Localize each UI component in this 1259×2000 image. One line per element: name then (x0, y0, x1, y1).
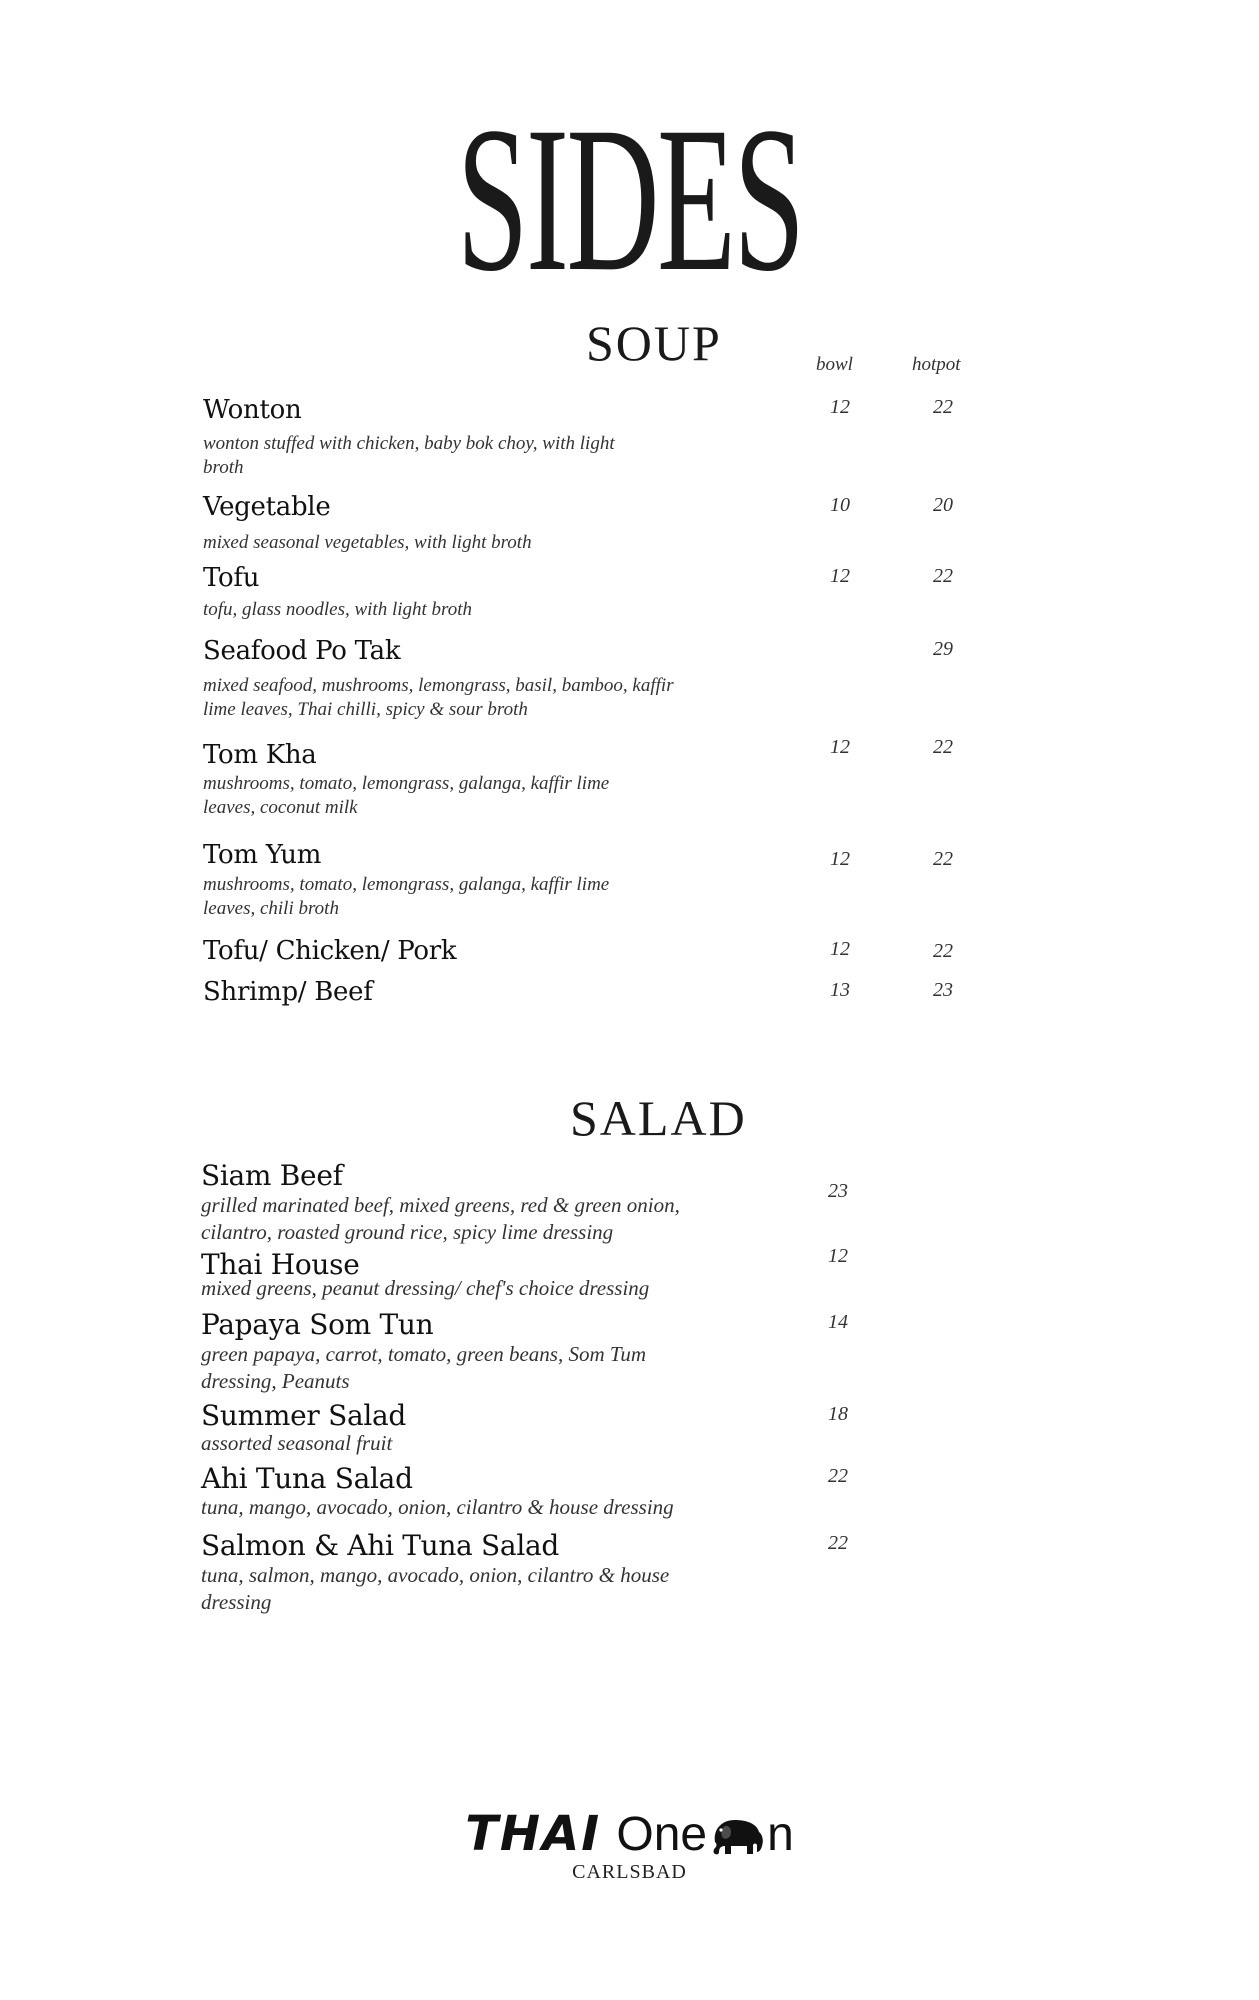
salad-item-name: Ahi Tuna Salad (201, 1462, 413, 1495)
salad-item-desc: green papaya, carrot, tomato, green beans, Som Tum dressing, Peanuts (201, 1342, 647, 1393)
soup-item-name: Tom Kha (203, 740, 317, 770)
soup-item-desc: wonton stuffed with chicken, baby bok choy, with light broth (203, 433, 615, 478)
salad-item-desc: tuna, mango, avocado, onion, cilantro & house dressing (201, 1495, 674, 1519)
salad-item-desc: tuna, salmon, mango, avocado, onion, cilantro & house dressing (201, 1563, 670, 1614)
soup-hotpot-price: 29 (933, 638, 953, 660)
salad-price: 12 (828, 1245, 848, 1267)
soup-bowl-price: 10 (830, 494, 850, 516)
soup-option-name: Shrimp/ Beef (203, 977, 373, 1007)
soup-bowl-price: 12 (830, 396, 850, 418)
page-title: SIDES (456, 84, 803, 314)
soup-item-desc: mushrooms, tomato, lemongrass, galanga, kaffir lime leaves, coconut milk (203, 773, 610, 818)
soup-bowl-price: 12 (830, 736, 850, 758)
soup-option-hotpot-price: 22 (933, 940, 953, 962)
salad-price: 23 (828, 1180, 848, 1202)
logo-on-suffix-text: n (767, 1808, 794, 1861)
soup-item-name: Tofu (203, 563, 260, 593)
soup-hotpot-price: 20 (933, 494, 953, 516)
soup-item-name: Wonton (203, 395, 302, 425)
column-header-bowl: bowl (816, 354, 853, 375)
elephant-icon (707, 1812, 767, 1856)
salad-price: 22 (828, 1465, 848, 1487)
soup-hotpot-price: 22 (933, 565, 953, 587)
soup-item-desc: mushrooms, tomato, lemongrass, galanga, kaffir lime leaves, chili broth (203, 874, 610, 919)
soup-hotpot-price: 22 (933, 848, 953, 870)
soup-bowl-price: 12 (830, 565, 850, 587)
salad-item-name: Thai House (201, 1248, 360, 1281)
column-header-hotpot: hotpot (912, 354, 961, 375)
soup-option-name: Tofu/ Chicken/ Pork (203, 936, 457, 966)
salad-section-title: SALAD (570, 1090, 747, 1146)
salad-price: 22 (828, 1532, 848, 1554)
logo-wordmark (465, 1808, 794, 1861)
salad-item-desc: assorted seasonal fruit (201, 1431, 393, 1455)
soup-hotpot-price: 22 (933, 396, 953, 418)
soup-item-desc: mixed seasonal vegetables, with light broth (203, 532, 532, 553)
soup-hotpot-price: 22 (933, 736, 953, 758)
salad-item-name: Siam Beef (201, 1159, 343, 1192)
logo-one-text: One (616, 1808, 708, 1861)
salad-item-name: Salmon & Ahi Tuna Salad (201, 1529, 559, 1562)
soup-item-desc: mixed seafood, mushrooms, lemongrass, basil, bamboo, kaffir lime leaves, Thai chilli, spicy & sour broth (203, 675, 674, 720)
salad-item-desc: mixed greens, peanut dressing/ chef's choice dressing (201, 1276, 650, 1300)
salad-price: 14 (828, 1311, 848, 1333)
logo-location: CARLSBAD (572, 1861, 687, 1883)
soup-item-name: Seafood Po Tak (203, 636, 401, 666)
salad-item-desc: grilled marinated beef, mixed greens, red & green onion, cilantro, roasted ground rice, spicy lime dressing (201, 1193, 680, 1244)
soup-item-name: Vegetable (203, 492, 331, 522)
soup-item-name: Tom Yum (203, 840, 322, 870)
soup-section-title: SOUP (586, 315, 722, 371)
logo-thai-text: THAI (465, 1806, 602, 1862)
restaurant-logo (0, 1808, 1259, 1884)
soup-option-bowl-price: 12 (830, 938, 850, 960)
salad-item-name: Summer Salad (201, 1399, 407, 1432)
soup-item-desc: tofu, glass noodles, with light broth (203, 599, 473, 620)
soup-option-hotpot-price: 23 (933, 979, 953, 1001)
soup-bowl-price: 12 (830, 848, 850, 870)
salad-price: 18 (828, 1403, 848, 1425)
salad-item-name: Papaya Som Tun (201, 1308, 434, 1341)
soup-option-bowl-price: 13 (830, 979, 850, 1001)
